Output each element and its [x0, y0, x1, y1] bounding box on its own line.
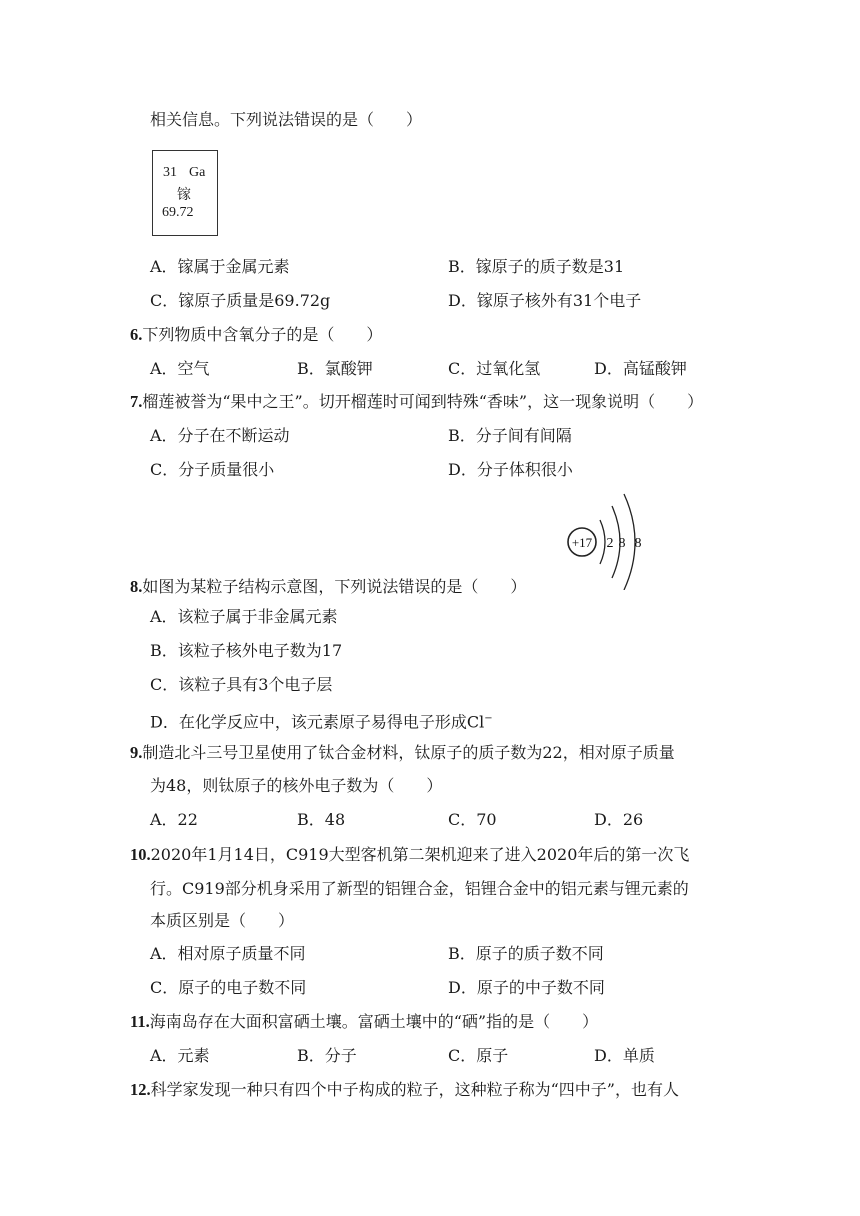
- q10-option-b: B．原子的质子数不同: [448, 944, 604, 963]
- q6-option-a: A．空气: [150, 359, 210, 378]
- q7-option-b: B．分子间有间隔: [448, 426, 572, 445]
- q10-number: 10.: [130, 845, 151, 864]
- q10-question-line1: [130, 845, 689, 865]
- q12-stem: 科学家发现一种只有四个中子构成的粒子，这种粒子称为“四中子”，也有人: [150, 1080, 679, 1099]
- q8-option-d-text: D．在化学反应中，该元素原子易得电子形成Cl: [150, 712, 485, 732]
- q9-option-a: A．22: [150, 810, 198, 829]
- q9-option-d: D．26: [594, 810, 644, 829]
- q12-question: [130, 1080, 679, 1100]
- atomic-mass: 69.72: [162, 205, 194, 220]
- q6-stem: 下列物质中含氧分子的是（ ）: [142, 325, 383, 344]
- q7-option-d: D．分子体积很小: [448, 460, 573, 479]
- q11-option-a: A．元素: [150, 1046, 210, 1065]
- shell-1-electrons: 2: [606, 536, 614, 551]
- q11-question: [130, 1012, 598, 1032]
- q5-option-d: D．镓原子核外有31个电子: [448, 291, 642, 310]
- q8-number: 8.: [130, 577, 143, 596]
- element-name: 镓: [177, 188, 191, 203]
- q6-option-d: D．高锰酸钾: [594, 359, 687, 378]
- element-tile-gallium: [152, 150, 218, 236]
- q12-number: 12.: [130, 1080, 151, 1099]
- electron-shell-1: [600, 520, 605, 564]
- shell-2-electrons: 8: [618, 536, 626, 551]
- q6-option-b: B．氯酸钾: [297, 359, 373, 378]
- q8-stem: 如图为某粒子结构示意图，下列说法错误的是（ ）: [142, 577, 527, 596]
- atom-structure-diagram: [560, 490, 670, 590]
- q5-option-c: C．镓原子质量是69.72g: [150, 291, 331, 310]
- shell-3-electrons: 8: [634, 536, 642, 551]
- q9-stem-line2: 为48，则钛原子的核外电子数为（ ）: [150, 776, 443, 795]
- q8-option-c: C．该粒子具有3个电子层: [150, 675, 333, 694]
- q6-option-c: C．过氧化氢: [448, 359, 541, 378]
- q8-option-d: [150, 709, 493, 732]
- q11-option-c: C．原子: [448, 1046, 509, 1065]
- q10-option-d: D．原子的中子数不同: [448, 978, 605, 997]
- q5-option-b: B．镓原子的质子数是31: [448, 257, 625, 276]
- q9-number: 9.: [130, 743, 143, 762]
- q8-option-b: B．该粒子核外电子数为17: [150, 641, 343, 660]
- q8-option-a: A．该粒子属于非金属元素: [150, 607, 338, 626]
- q9-option-c: C．70: [448, 810, 497, 829]
- q11-option-b: B．分子: [297, 1046, 357, 1065]
- q7-number: 7.: [130, 392, 143, 411]
- q10-stem-line1: 2020年1月14日，C919大型客机第二架机迎来了进入2020年后的第一次飞: [150, 845, 690, 864]
- ion-charge: −: [484, 713, 493, 724]
- q10-stem-line3: 本质区别是（ ）: [150, 911, 295, 930]
- q7-option-a: A．分子在不断运动: [150, 426, 290, 445]
- q7-question: [130, 392, 703, 412]
- atomic-number: 31: [163, 165, 177, 180]
- q11-option-d: D．单质: [594, 1046, 655, 1065]
- electron-shell-3: [624, 494, 635, 590]
- q9-question-line1: [130, 743, 675, 763]
- q6-question: [130, 325, 382, 345]
- element-symbol: Ga: [189, 165, 206, 180]
- q5-stem-tail: 相关信息。下列说法错误的是（ ）: [150, 110, 423, 129]
- q7-option-c: C．分子质量很小: [150, 460, 275, 479]
- q11-number: 11.: [130, 1012, 150, 1031]
- q6-number: 6.: [130, 325, 143, 344]
- q5-option-a: A．镓属于金属元素: [150, 257, 290, 276]
- q9-stem-line1: 制造北斗三号卫星使用了钛合金材料，钛原子的质子数为22，相对原子质量: [142, 743, 675, 762]
- q10-option-a: A．相对原子质量不同: [150, 944, 306, 963]
- q9-option-b: B．48: [297, 810, 346, 829]
- q8-question: [130, 577, 526, 597]
- nucleus-charge: +17: [571, 535, 593, 550]
- q10-stem-line2: 行。C919部分机身采用了新型的铝锂合金，铝锂合金中的铝元素与锂元素的: [150, 879, 689, 898]
- q11-stem: 海南岛存在大面积富硒土壤。富硒土壤中的“硒”指的是（ ）: [149, 1012, 599, 1031]
- q7-stem: 榴莲被誉为“果中之王”。切开榴莲时可闻到特殊“香味”，这一现象说明（ ）: [142, 392, 704, 411]
- q10-option-c: C．原子的电子数不同: [150, 978, 307, 997]
